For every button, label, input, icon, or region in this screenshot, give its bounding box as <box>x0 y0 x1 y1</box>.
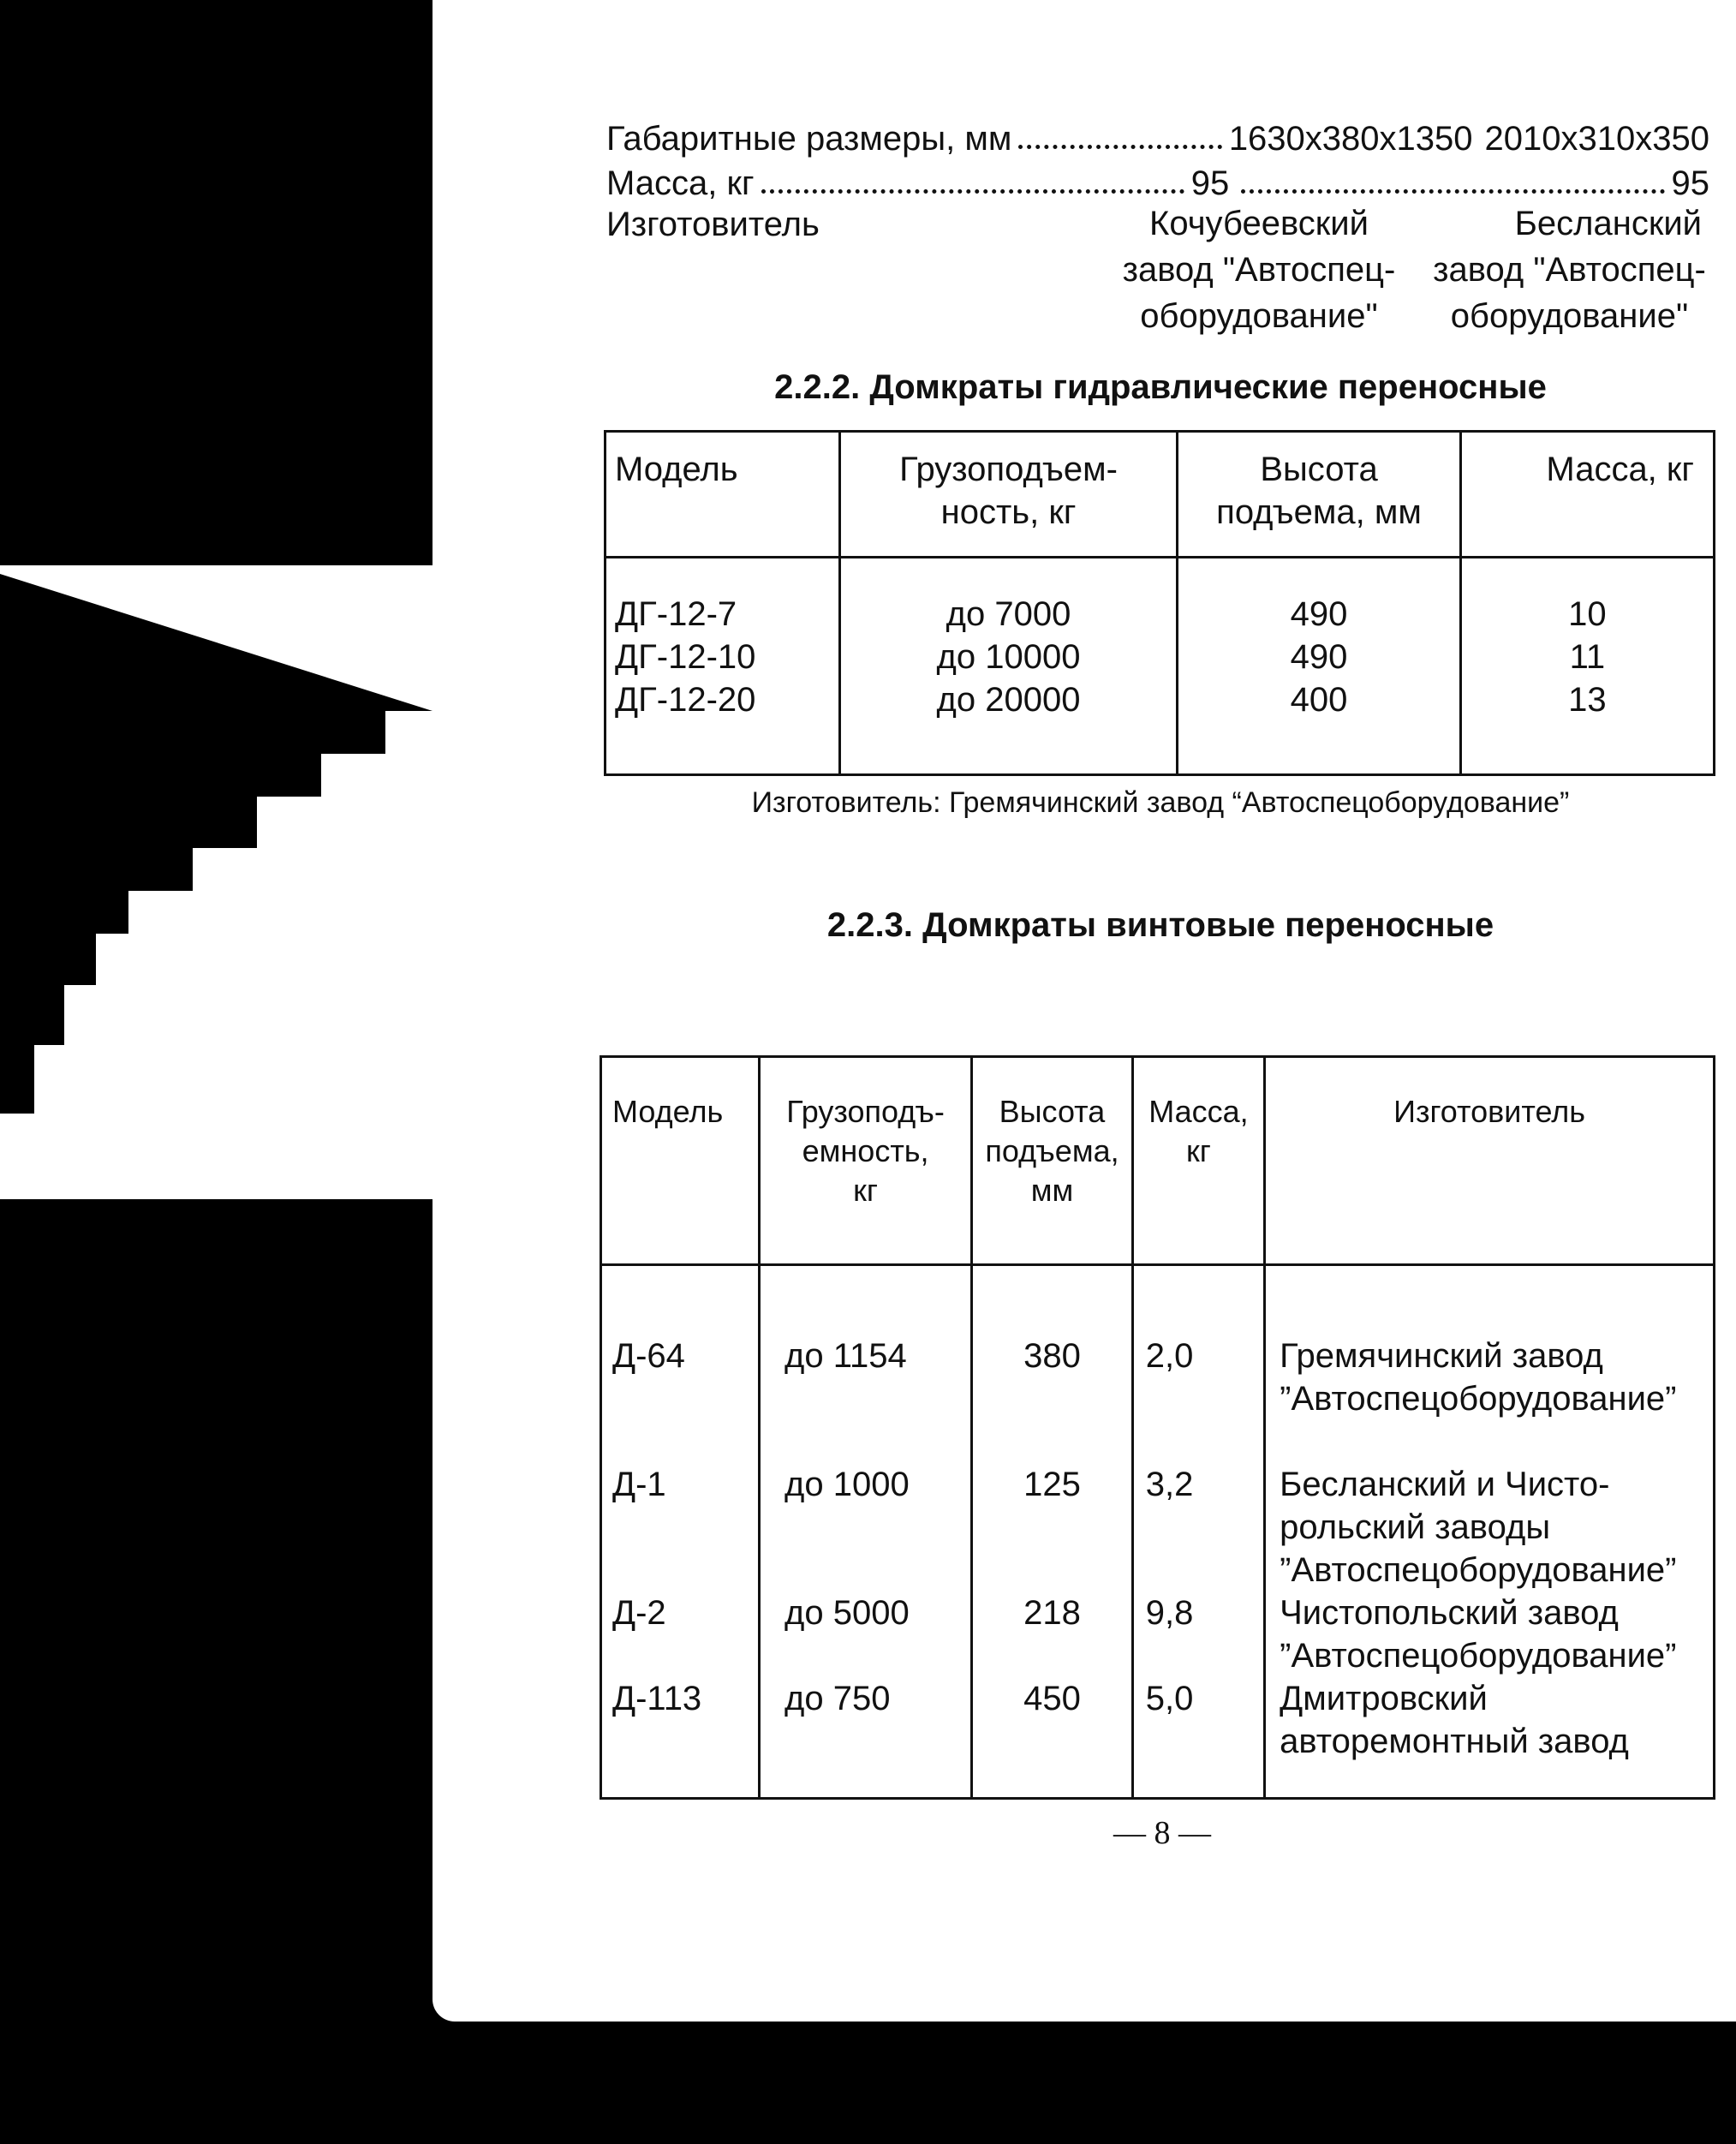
spec-maker-label: Изготовитель <box>606 206 820 243</box>
cell-value: до 20000 <box>936 681 1081 719</box>
cell-value: Дмитровский авторемонтный завод <box>1280 1680 1629 1760</box>
spec-value-2: 95 <box>1671 164 1710 202</box>
cell-value: до 750 <box>784 1680 891 1717</box>
maker-line: Бесланский <box>1514 205 1702 242</box>
maker-cell <box>1265 1265 1715 1799</box>
cell-value: 5,0 <box>1145 1680 1194 1717</box>
cell-value: 10 <box>1568 595 1607 633</box>
cell-value: 218 <box>1023 1594 1081 1632</box>
cell-value: 3,2 <box>1145 1466 1194 1503</box>
table-row <box>606 558 1715 775</box>
section-heading-screw: 2.2.3. Домкраты винтовые переносные <box>826 906 1494 944</box>
cell-value: Д-64 <box>612 1337 685 1375</box>
cell-value: Чистопольский завод ”Автоспецоборудование” <box>1280 1594 1677 1675</box>
dot-leader <box>1241 189 1664 194</box>
dot-leader <box>761 189 1184 194</box>
mass-cell <box>1460 558 1714 775</box>
cell-value: ДГ-12-7 <box>615 595 737 633</box>
col-header-mass: Масса, кг <box>1132 1057 1264 1265</box>
cell-value: Д-1 <box>612 1466 666 1503</box>
model-cell <box>606 558 840 775</box>
table-header-row <box>601 1057 1715 1265</box>
col-header-maker: Изготовитель <box>1265 1057 1715 1265</box>
maker-line: завод "Автоспец- <box>1433 251 1706 289</box>
table-row <box>601 1265 1715 1799</box>
cell-value: до 10000 <box>936 638 1081 676</box>
col-header-capacity: Грузоподъ- емность, кг <box>760 1057 972 1265</box>
cell-value: Д-113 <box>612 1680 702 1717</box>
cell-value: ДГ-12-20 <box>615 681 756 719</box>
spec-row-dimensions <box>606 116 1709 161</box>
col-header-height: Высота подъема, мм <box>1178 432 1460 558</box>
cell-value: ДГ-12-10 <box>615 638 756 676</box>
spec-value-1: 1630x380x1350 <box>1228 120 1473 158</box>
cell-value: до 1000 <box>784 1466 910 1503</box>
maker-line: оборудование" <box>1140 297 1378 335</box>
maker-line: оборудование" <box>1450 297 1689 335</box>
manufacturer-note: Изготовитель: Гремячинский завод “Автоспецоборудование” <box>751 786 1570 819</box>
mass-cell <box>1132 1265 1264 1799</box>
capacity-cell <box>760 1265 972 1799</box>
screw-jacks-table <box>600 1055 1715 1800</box>
spec-label: Масса, кг <box>606 164 755 202</box>
maker-line: завод "Автоспец- <box>1122 251 1396 289</box>
cell-value: 13 <box>1568 681 1607 719</box>
model-cell <box>601 1265 760 1799</box>
dot-leader <box>1018 145 1221 149</box>
cell-value: Гремячинский завод ”Автоспецоборудование” <box>1280 1337 1677 1418</box>
spec-label: Габаритные размеры, мм <box>606 120 1012 158</box>
spec-row-mass <box>606 161 1709 206</box>
capacity-cell <box>839 558 1178 775</box>
col-header-capacity: Грузоподъем- ность, кг <box>839 432 1178 558</box>
page-number: — 8 — <box>1113 1815 1211 1851</box>
cell-value: Д-2 <box>612 1594 666 1632</box>
table-header-row <box>606 432 1715 558</box>
maker-line: Кочубеевский <box>1149 205 1369 242</box>
col-header-mass: Масса, кг <box>1460 432 1714 558</box>
cell-value: 11 <box>1569 638 1606 676</box>
section-heading-hydraulic: 2.2.2. Домкраты гидравлические переносные <box>774 368 1547 406</box>
spec-maker-1 <box>1113 200 1405 339</box>
cell-value: 9,8 <box>1145 1594 1194 1632</box>
cell-value: до 7000 <box>946 595 1071 633</box>
cell-value: 2,0 <box>1145 1337 1194 1375</box>
cell-value: 450 <box>1023 1680 1081 1717</box>
col-header-height: Высота подъема, мм <box>972 1057 1133 1265</box>
cell-value: 380 <box>1023 1337 1081 1375</box>
height-cell <box>1178 558 1460 775</box>
cell-value: 490 <box>1290 638 1348 676</box>
spec-maker-2 <box>1422 200 1717 339</box>
spec-value-1: 95 <box>1190 164 1230 202</box>
hydraulic-jacks-table <box>604 430 1715 776</box>
spec-value-2: 2010x310x350 <box>1484 120 1709 158</box>
cell-value: до 1154 <box>784 1337 907 1375</box>
cell-value: Бесланский и Чисто- pольский заводы ”Автоспецоборудование” <box>1280 1466 1677 1589</box>
col-header-model: Модель <box>601 1057 760 1265</box>
cell-value: 125 <box>1023 1466 1081 1503</box>
cell-value: до 5000 <box>784 1594 910 1632</box>
col-header-model: Модель <box>606 432 840 558</box>
height-cell <box>972 1265 1133 1799</box>
cell-value: 400 <box>1290 681 1348 719</box>
cell-value: 490 <box>1290 595 1348 633</box>
